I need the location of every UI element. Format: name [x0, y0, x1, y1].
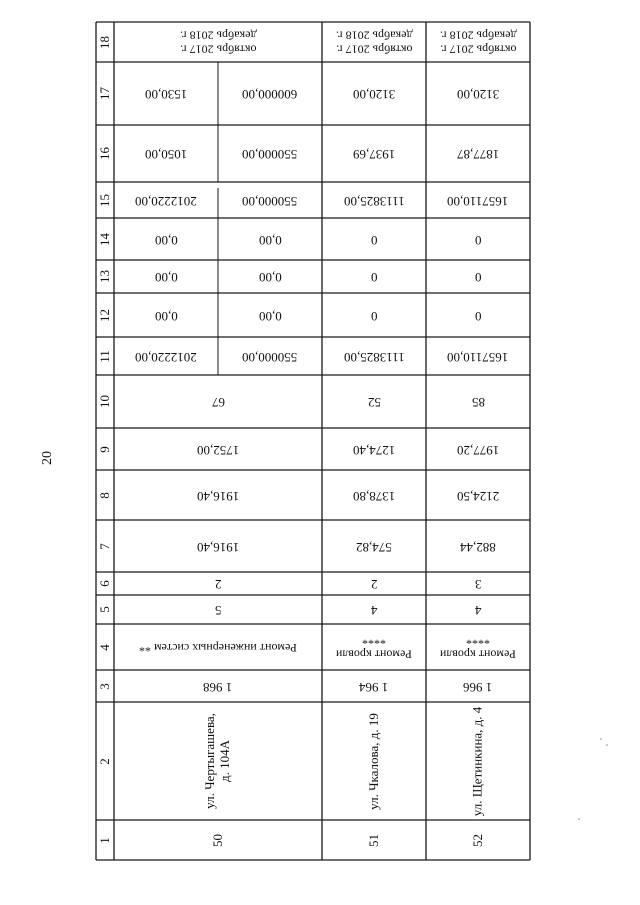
- row50a-c15: 2012220,00: [135, 193, 197, 209]
- colnum-11: 11: [96, 349, 112, 363]
- row51-residents: 52: [367, 394, 381, 410]
- row50-period: октябрь 2017 г. декабрь 2018 г.: [179, 29, 257, 57]
- row50b-c13: 0,00: [258, 269, 282, 285]
- row52-work: Ремонт кровли ****: [440, 634, 516, 662]
- row50b-c11: 550000,00: [242, 349, 298, 365]
- row50-year: 1 968: [203, 679, 233, 695]
- row52-c17: 3120,00: [456, 86, 500, 102]
- colnum-9: 9: [96, 445, 112, 453]
- colnum-1: 1: [96, 836, 112, 844]
- row52-c13: 0: [474, 269, 482, 285]
- row51-address: ул. Чкалова, д. 19: [365, 712, 381, 810]
- page-number: 20: [40, 451, 55, 465]
- row52-c11: 1657110,00: [447, 349, 509, 365]
- row52-c12: 0: [474, 308, 482, 324]
- row52-c8: 2124,50: [456, 488, 500, 504]
- row51-number: 51: [365, 833, 381, 847]
- row52-entrances: 3: [474, 576, 482, 592]
- scan-speck: [578, 818, 580, 820]
- row51-year: 1 964: [359, 679, 389, 695]
- row52-period: октябрь 2017 г. декабрь 2018 г.: [439, 29, 517, 57]
- row51-floors: 4: [370, 602, 378, 618]
- row50-entrances: 2: [214, 576, 222, 592]
- row52-address: ул. Щетинкина, д. 4: [469, 706, 485, 816]
- colnum-12: 12: [96, 308, 112, 322]
- row50a-c13: 0,00: [154, 269, 178, 285]
- colnum-18: 18: [96, 35, 112, 49]
- row52-c16: 1877,87: [456, 146, 500, 162]
- row52-residents: 85: [471, 394, 485, 410]
- row51-c9: 1274,40: [352, 442, 396, 458]
- row50-c7: 1916,40: [196, 539, 240, 555]
- row52-c7: 882,44: [460, 539, 496, 555]
- row52-c15: 1657110,00: [447, 193, 509, 209]
- row52-c9: 1977,20: [456, 442, 500, 458]
- row50-number: 50: [209, 833, 225, 847]
- row50b-c16: 550000,00: [242, 146, 298, 162]
- colnum-5: 5: [96, 606, 112, 613]
- colnum-16: 16: [96, 147, 112, 160]
- row52-year: 1 966: [463, 679, 493, 695]
- row51-c17: 3120,00: [352, 86, 396, 102]
- colnum-13: 13: [96, 270, 112, 283]
- colnum-4: 4: [96, 643, 112, 651]
- scan-speck: [606, 744, 608, 746]
- row51-period: октябрь 2017 г. декабрь 2018 г.: [335, 29, 413, 57]
- scan-speck: [600, 738, 602, 740]
- row51-c11: 1113825,00: [343, 349, 405, 365]
- row52-c14: 0: [474, 232, 482, 248]
- row52-number: 52: [469, 833, 485, 847]
- colnum-8: 8: [96, 491, 112, 499]
- row51-c16: 1937,69: [352, 146, 396, 162]
- row50-residents: 67: [211, 394, 225, 410]
- colnum-15: 15: [96, 193, 112, 207]
- row50-floors: 5: [214, 602, 222, 618]
- row51-c7: 574,82: [356, 539, 392, 555]
- row50-c9: 1752,00: [196, 442, 240, 458]
- row51-c12: 0: [370, 308, 378, 324]
- row50-work: Ремонт инженерных систем **: [139, 640, 297, 655]
- colnum-3: 3: [96, 682, 112, 690]
- colnum-7: 7: [96, 542, 112, 550]
- row50a-c12: 0,00: [154, 308, 178, 324]
- colnum-2: 2: [96, 757, 112, 765]
- row50b-c12: 0,00: [258, 308, 282, 324]
- row51-c8: 1378,80: [352, 488, 396, 504]
- row51-c13: 0: [370, 269, 378, 285]
- row52-floors: 4: [474, 602, 482, 618]
- row50b-c15: 550000,00: [242, 193, 298, 209]
- colnum-10: 10: [96, 395, 112, 408]
- colnum-17: 17: [96, 87, 112, 100]
- row50a-c11: 2012220,00: [135, 349, 197, 365]
- colnum-6: 6: [96, 580, 112, 587]
- row50b-c14: 0,00: [258, 232, 282, 248]
- row50a-c17: 1530,00: [144, 86, 188, 102]
- row51-work: Ремонт кровли ****: [336, 634, 412, 662]
- colnum-14: 14: [96, 232, 112, 246]
- row51-c14: 0: [370, 232, 378, 248]
- row50-address: ул. Чертыгашева, д. 104А: [202, 713, 232, 809]
- row50b-c17: 600000,00: [242, 86, 298, 102]
- row51-c15: 1113825,00: [343, 193, 405, 209]
- row50-c8: 1916,40: [196, 488, 240, 504]
- row51-entrances: 2: [370, 576, 378, 592]
- row50a-c14: 0,00: [154, 232, 178, 248]
- row50a-c16: 1050,00: [144, 146, 188, 162]
